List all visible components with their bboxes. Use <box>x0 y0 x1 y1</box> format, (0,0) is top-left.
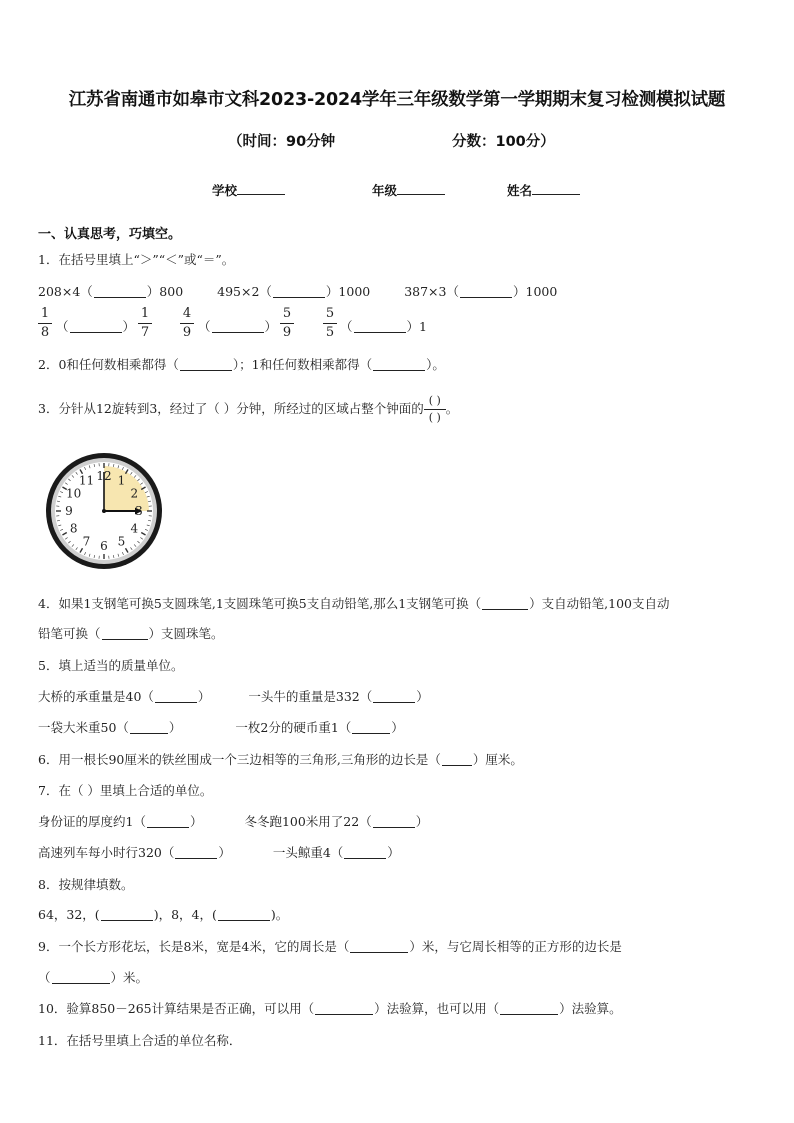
answer-blank[interactable] <box>354 319 406 333</box>
school-blank[interactable] <box>237 182 285 195</box>
q1-item-right: ）1000 <box>513 284 558 299</box>
q5-row1: 大桥的承重量是40（ ） 一头牛的重量是332（ ） <box>38 689 429 704</box>
exam-title: 江苏省南通市如皋市文科2023-2024学年三年级数学第一学期期末复习检测模拟试题 <box>68 90 726 110</box>
answer-blank[interactable] <box>175 845 217 859</box>
answer-blank[interactable] <box>350 939 408 953</box>
school-field[interactable] <box>212 181 285 199</box>
fraction: 5 5 <box>323 306 337 341</box>
answer-blank[interactable] <box>130 720 168 734</box>
answer-blank[interactable] <box>482 596 528 610</box>
q1-item-right: ）800 <box>146 284 184 299</box>
answer-blank[interactable] <box>373 814 415 828</box>
name-field[interactable] <box>507 181 580 199</box>
q1-item-left: 495×2（ <box>217 284 272 299</box>
school-label: 学校 <box>212 183 238 198</box>
q5-prompt: 5．填上适当的质量单位。 <box>38 658 184 673</box>
clock-number: 9 <box>65 504 73 518</box>
clock-number: 7 <box>82 534 91 549</box>
answer-blank[interactable] <box>273 284 325 298</box>
answer-blank[interactable] <box>101 907 153 921</box>
q9-line1: 9．一个长方形花坛，长是8米，宽是4米，它的周长是（ ）米，与它周长相等的正方形的边长是 <box>38 939 622 954</box>
q7-row1: 身份证的厚度约1（ ） 冬冬跑100米用了22（ ） <box>38 814 429 829</box>
q4-line1: 4．如果1支钢笔可换5支圆珠笔,1支圆珠笔可换5支自动铅笔,那么1支钢笔可换（ ）支自动铅笔,100支自动 <box>38 596 670 611</box>
answer-blank[interactable] <box>52 970 110 984</box>
answer-blank[interactable] <box>94 284 146 298</box>
clock-figure <box>40 452 168 570</box>
answer-blank[interactable] <box>373 689 415 703</box>
clock-number: 8 <box>69 521 78 536</box>
q1-item-left: 208×4（ <box>38 284 93 299</box>
fraction: 1 8 <box>38 306 52 341</box>
clock-number: 5 <box>117 534 126 549</box>
q10: 10．验算850－265计算结果是否正确，可以用（ ）法验算，也可以用（ ）法验算。 <box>38 1001 622 1016</box>
answer-blank[interactable] <box>442 752 472 766</box>
fraction-compare: （ ） <box>198 319 278 334</box>
q9-line2: （ ）米。 <box>38 970 149 985</box>
q1-compare-row <box>38 282 557 300</box>
clock-number: 10 <box>66 486 82 501</box>
q1-prompt: 1．在括号里填上“＞”“＜”或“＝”。 <box>38 252 235 267</box>
fraction-compare: （ ）1 <box>340 319 427 334</box>
fraction: 1 7 <box>138 306 152 341</box>
q4-line2: 铅笔可换（ ）支圆珠笔。 <box>38 626 224 641</box>
q2: 2．0和任何数相乘都得（ ）；1和任何数相乘都得（ ）。 <box>38 357 445 372</box>
q7-row2: 高速列车每小时行320（ ） 一头鲸重4（ ） <box>38 845 400 860</box>
grade-label: 年级 <box>372 183 398 198</box>
time-label: （时间：90分钟 <box>228 134 336 150</box>
q1-item-left: 387×3（ <box>404 284 459 299</box>
section-title: 一、认真思考，巧填空。 <box>38 227 182 242</box>
answer-blank[interactable] <box>344 845 386 859</box>
grade-field[interactable] <box>372 181 445 199</box>
q11: 11．在括号里填上合适的单位名称． <box>38 1033 242 1048</box>
fraction: 4 9 <box>180 306 194 341</box>
fraction: 5 9 <box>280 306 294 341</box>
answer-blank[interactable] <box>373 357 425 371</box>
q8-prompt: 8．按规律填数。 <box>38 877 134 892</box>
fraction-compare: （ ） <box>56 319 136 334</box>
clock-number: 2 <box>130 486 139 501</box>
answer-blank[interactable] <box>218 907 270 921</box>
grade-blank[interactable] <box>397 182 445 195</box>
q8-sequence: 64，32，( )，8，4，( )。 <box>38 907 289 922</box>
clock-number: 4 <box>130 521 139 536</box>
answer-blank[interactable] <box>102 626 148 640</box>
answer-blank[interactable] <box>352 720 390 734</box>
fraction-blank[interactable]: ( ) ( ) <box>424 394 446 425</box>
answer-blank[interactable] <box>180 357 232 371</box>
q6: 6．用一根长90厘米的铁丝围成一个三边相等的三角形,三角形的边长是（ ）厘米。 <box>38 752 523 767</box>
answer-blank[interactable] <box>315 1001 373 1015</box>
q1-item-right: ）1000 <box>325 284 371 299</box>
q3: 3．分针从12旋转到3，经过了（ ）分钟，所经过的区域占整个钟面的( ) ( )。 <box>38 394 459 424</box>
clock-center <box>102 509 106 513</box>
clock-number: 11 <box>78 473 95 488</box>
answer-blank[interactable] <box>155 689 197 703</box>
answer-blank[interactable] <box>147 814 189 828</box>
answer-blank[interactable] <box>500 1001 558 1015</box>
answer-blank[interactable] <box>460 284 512 298</box>
answer-blank[interactable] <box>70 319 122 333</box>
name-blank[interactable] <box>532 182 580 195</box>
clock-number: 1 <box>117 473 126 488</box>
q5-row2: 一袋大米重50（ ） 一枚2分的硬币重1（ ） <box>38 720 404 735</box>
q7-prompt: 7．在（ ）里填上合适的单位。 <box>38 783 213 798</box>
name-label: 姓名 <box>507 183 533 198</box>
answer-blank[interactable] <box>212 319 264 333</box>
clock-number: 6 <box>100 539 108 553</box>
score-label: 分数：100分） <box>452 134 555 150</box>
clock-number: 12 <box>96 469 112 483</box>
